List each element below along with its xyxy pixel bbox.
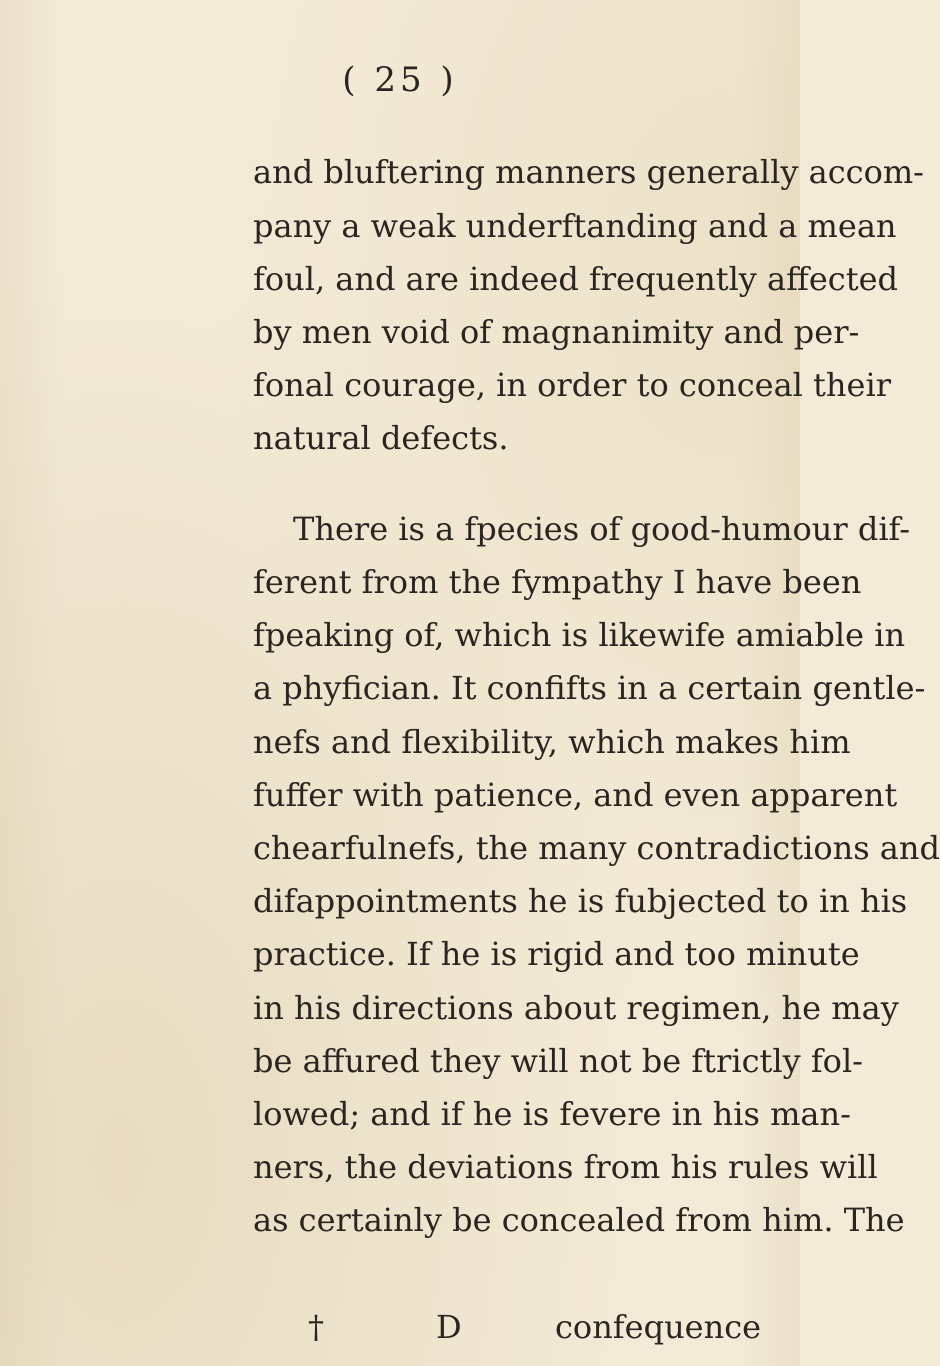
- text-line: chearfulnefs, the many contradictions and: [253, 829, 940, 867]
- text-line: natural defects.: [253, 419, 509, 457]
- text-line: practice. If he is rigid and too minute: [253, 935, 860, 973]
- text-line: There is a fpecies of good-humour dif-: [293, 510, 911, 548]
- text-line: as certainly be concealed from him. The: [253, 1201, 905, 1239]
- text-line: foul, and are indeed frequently affected: [253, 260, 898, 298]
- text-line: a phyfician. It confifts in a certain gentle-: [253, 669, 926, 707]
- page-footer: [0, 1307, 800, 1347]
- text-line: be affured they will not be ftrictly fol-: [253, 1042, 863, 1080]
- text-line: nefs and flexibility, which makes him: [253, 723, 851, 761]
- text-line: pany a weak underftanding and a mean: [253, 207, 897, 245]
- page-number: ( 25 ): [342, 60, 458, 100]
- text-line: fpeaking of, which is likewife amiable in: [253, 616, 906, 654]
- dagger-mark: †: [308, 1308, 324, 1346]
- catchword: confequence: [555, 1308, 762, 1346]
- text-line: in his directions about regimen, he may: [253, 989, 899, 1027]
- text-line: fonal courage, in order to conceal their: [253, 366, 891, 404]
- text-line: fuffer with patience, and even apparent: [253, 776, 898, 814]
- text-line: and bluftering manners generally accom-: [253, 153, 924, 191]
- text-line: ners, the deviations from his rules will: [253, 1148, 878, 1186]
- signature-mark: D: [436, 1308, 462, 1346]
- text-line: difappointments he is fubjected to in his: [253, 882, 908, 920]
- text-line: by men void of magnanimity and per-: [253, 313, 860, 351]
- text-line: lowed; and if he is fevere in his man-: [253, 1095, 851, 1133]
- text-line: ferent from the fympathy I have been: [253, 563, 862, 601]
